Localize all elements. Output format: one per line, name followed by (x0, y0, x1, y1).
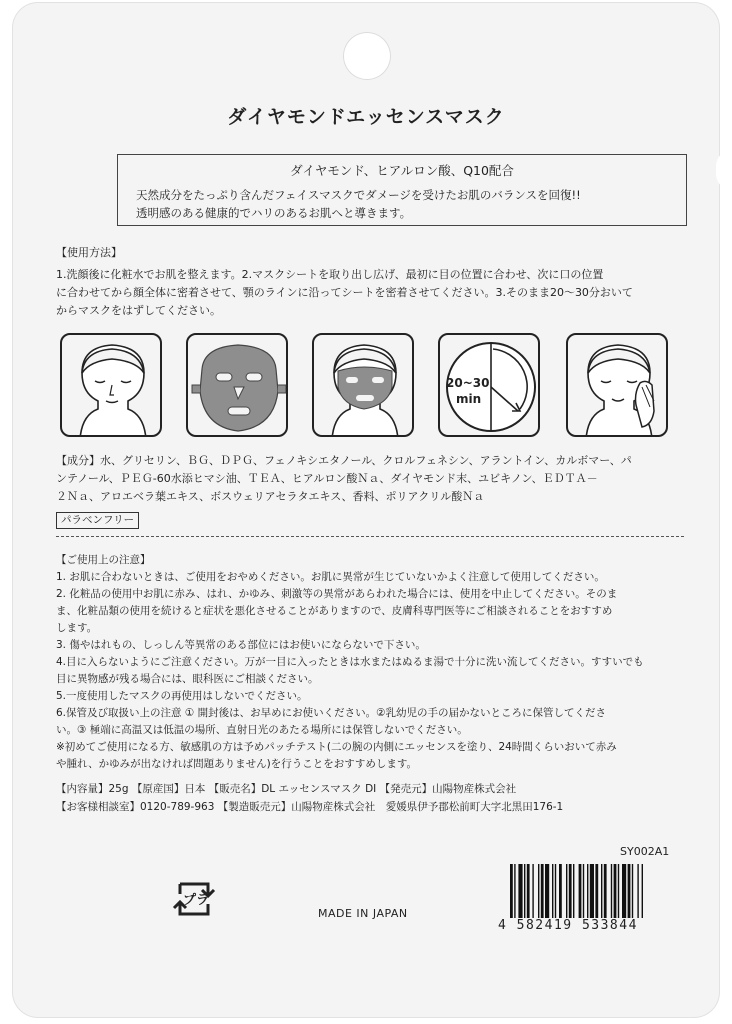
recycle-mark-label: プラ (183, 893, 210, 908)
face-with-hand-icon (568, 335, 668, 437)
timer-label-top: 20~30 (446, 376, 490, 390)
barcode-bars (498, 864, 688, 920)
caution-line: 2. 化粧品の使用中お肌に赤み、はれ、かゆみ、刺激等の異常があらわれた場合には、使用を中止してください。そのま (56, 588, 618, 600)
usage-line: 1.洗顔後に化粧水でお肌を整えます。2.マスクシートを取り出し広げ、最初に目の位置に合わせ、次に口の位置 (56, 268, 604, 281)
product-info-line: 【内容量】25g 【原産国】日本 【販売名】DL エッセンスマスク DI 【発売元】山陽物産株式会社 (56, 783, 517, 795)
ingredients-line: 【成分】水、グリセリン、ＢＧ、ＤＰＧ、フェノキシエタノール、クロルフェネシン、アラントイン、カルボマー、パ (56, 454, 632, 467)
sku-code: SY002A1 (620, 845, 670, 858)
face-icon (62, 335, 162, 437)
caution-line: 1. お肌に合わないときは、ご使用をおやめください。お肌に異常が生じていないかよく注意して使用してください。 (56, 571, 605, 583)
intro-text-1: 天然成分をたっぷり含んだフェイスマスクでダメージを受けたお肌のバランスを回復!! (136, 188, 581, 202)
intro-headline: ダイヤモンド、ヒアルロン酸、Q10配合 (290, 163, 514, 178)
made-in-label: MADE IN JAPAN (318, 907, 408, 920)
caution-line: ※初めてご使用になる方、敏感肌の方は予めパッチテスト(二の腕の内側にエッセンスを塗り、24時間くらいおいて赤み (56, 741, 617, 753)
caution-line: 4.目に入らないようにご注意ください。万が一目に入ったときは水またはぬるま湯で十分に洗い流してください。すすいでも (56, 656, 644, 668)
caution-line: 6.保管及び取扱い上の注意 ① 開封後は、お早めにお使いください。②乳幼児の手の届かないところに保管してくださ (56, 707, 607, 719)
caution-line: します。 (56, 622, 98, 634)
caution-line: ま、化粧品類の使用を続けると症状を悪化させることがありますので、皮膚科専門医等にご相談されることをおすすめ (56, 605, 613, 617)
face-with-mask-icon (314, 335, 414, 437)
barcode-number: 4 582419 533844 (498, 918, 688, 933)
caution-line: 3. 傷やはれもの、しっしん等異常のある部位にはお使いにならないで下さい。 (56, 639, 426, 651)
usage-line: に合わせてから顔全体に密着させて、顎のラインに沿ってシートを密着させてください。3.そのまま20～30分おいて (56, 286, 633, 299)
cautions-heading: 【ご使用上の注意】 (56, 554, 151, 566)
plastic-recycle-mark (172, 876, 216, 922)
product-info-line: 【お客様相談室】0120-789-963 【製造販売元】山陽物産株式会社 愛媛県伊予郡松前町大字北黒田176-1 (56, 801, 564, 813)
step-3-applied-mask-illustration (312, 333, 414, 437)
usage-heading: 【使用方法】 (56, 246, 122, 259)
caution-line: い。③ 極端に高温又は低温の場所、直射日光のあたる場所には保管しないでください。 (56, 724, 468, 736)
paraben-free-badge: パラベンフリー (56, 512, 139, 529)
caution-line: や腫れ、かゆみが出なければ問題ありません)を行うことをおすすめします。 (56, 758, 417, 770)
step-2-mask-sheet-illustration (186, 333, 288, 437)
product-title: ダイヤモンドエッセンスマスク (227, 106, 505, 128)
dashed-divider (56, 536, 684, 537)
mask-sheet-icon (188, 335, 288, 437)
step-4-timer-illustration (438, 333, 540, 437)
usage-line: からマスクをはずしてください。 (56, 304, 221, 317)
timer-label-bottom: min (456, 392, 482, 406)
step-1-face-illustration (60, 333, 162, 437)
intro-box (117, 154, 687, 226)
hang-hole (343, 32, 391, 80)
ingredients-line: ２Ｎａ、アロエベラ葉エキス、ボスウェリアセラタエキス、香料、ポリアクリル酸Ｎａ (56, 490, 485, 503)
ingredients-line: ンテノール、ＰＥＧ-60水添ヒマシ油、ＴＥＡ、ヒアルロン酸Ｎａ、ダイヤモンド末、ユビキノン、ＥＤＴＡ－ (56, 472, 598, 485)
step-5-finish-illustration (566, 333, 668, 437)
intro-text-2: 透明感のある健康的でハリのあるお肌へと導きます。 (136, 206, 412, 220)
caution-line: 目に異物感が残る場合には、眼科医にご相談ください。 (56, 673, 319, 685)
caution-line: 5.一度使用したマスクの再使用はしないでください。 (56, 690, 308, 702)
timer-icon (440, 335, 540, 437)
recycle-icon (172, 876, 216, 922)
